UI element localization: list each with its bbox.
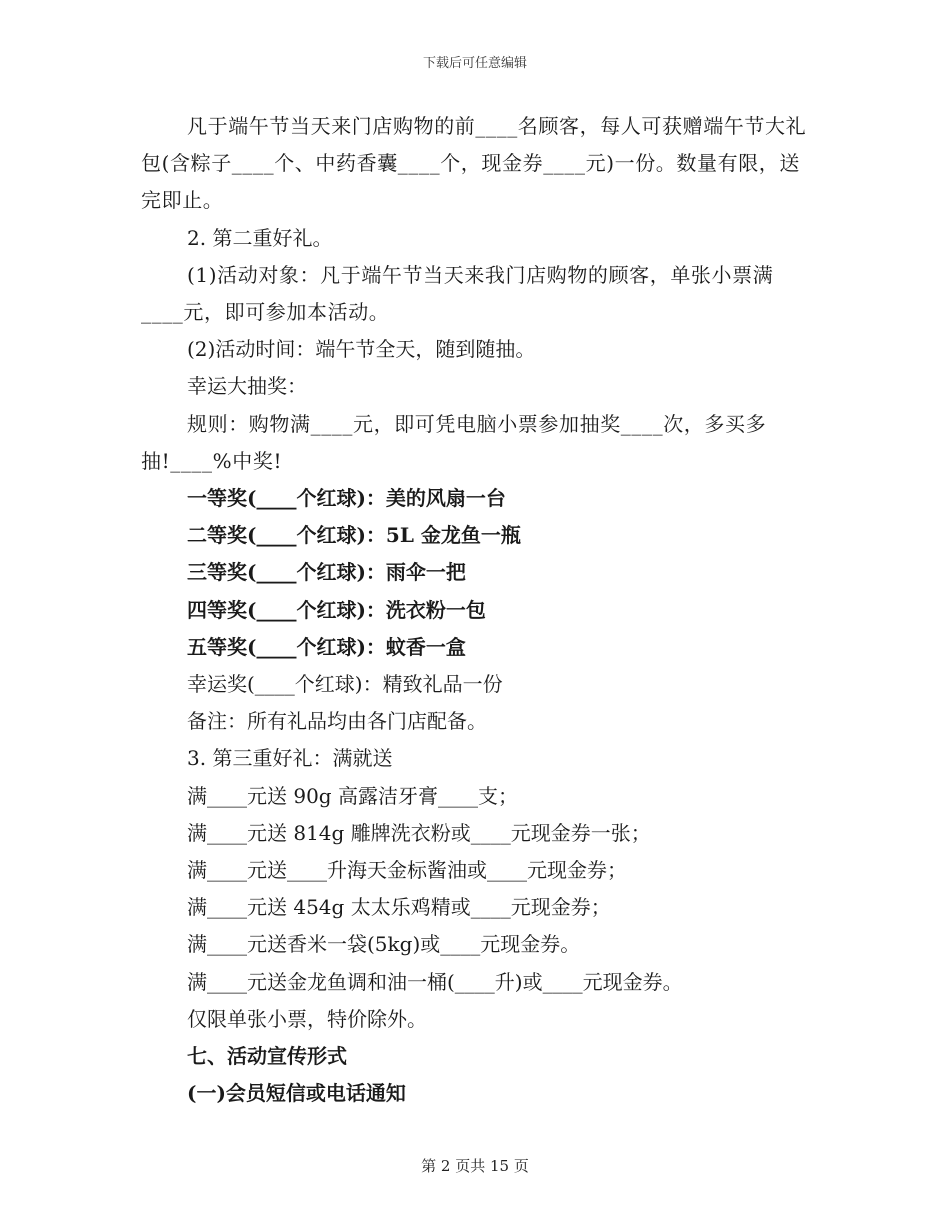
paragraph: 2. 第二重好礼。 [187,225,333,250]
paragraph: 满____元送 454g 太太乐鸡精或____元现金券； [187,895,611,920]
paragraph: (一)会员短信或电话通知 [187,1081,406,1106]
paragraph: (2)活动时间：端午节全天，随到随抽。 [187,337,536,362]
paragraph: 凡于端午节当天来门店购物的前____名顾客，每人可获赠端午节大礼包(含粽子____个、中药香囊____个，现金券____元)一份。数量有限，送完即止。 [141,114,807,213]
document-body [141,108,811,1112]
paragraph: 一等奖(____个红球)：美的风扇一台 [187,486,506,511]
paragraph: 满____元送金龙鱼调和油一桶(____升)或____元现金券。 [187,969,683,994]
paragraph: (1)活动对象：凡于端午节当天来我门店购物的顾客，单张小票满____元，即可参加本活动。 [141,262,774,325]
paragraph: 幸运大抽奖： [187,374,307,399]
paragraph: 二等奖(____个红球)：5L 金龙鱼一瓶 [187,523,521,548]
paragraph: 三等奖(____个红球)：雨伞一把 [187,560,466,585]
paragraph: 满____元送____升海天金标酱油或____元现金券； [187,858,627,883]
paragraph: 七、活动宣传形式 [187,1044,347,1069]
paragraph: 规则：购物满____元，即可凭电脑小票参加抽奖____次，多买多抽!____%中奖! [141,411,767,473]
page-number: 第 2 页共 15 页 [421,1157,529,1175]
page-header: 下载后可任意编辑 [422,56,527,71]
paragraph: 备注：所有礼品均由各门店配备。 [187,709,487,734]
paragraph: 满____元送香米一袋(5kg)或____元现金券。 [187,932,581,957]
paragraph: 3. 第三重好礼：满就送 [187,746,393,771]
paragraph: 仅限单张小票，特价除外。 [187,1006,427,1031]
paragraph: 幸运奖(____个红球)：精致礼品一份 [187,672,503,697]
paragraph: 五等奖(____个红球)：蚊香一盒 [187,634,466,659]
paragraph: 满____元送 814g 雕牌洗衣粉或____元现金券一张； [187,820,651,845]
paragraph: 四等奖(____个红球)：洗衣粉一包 [187,597,486,622]
paragraph: 满____元送 90g 高露洁牙膏____支； [187,783,518,808]
